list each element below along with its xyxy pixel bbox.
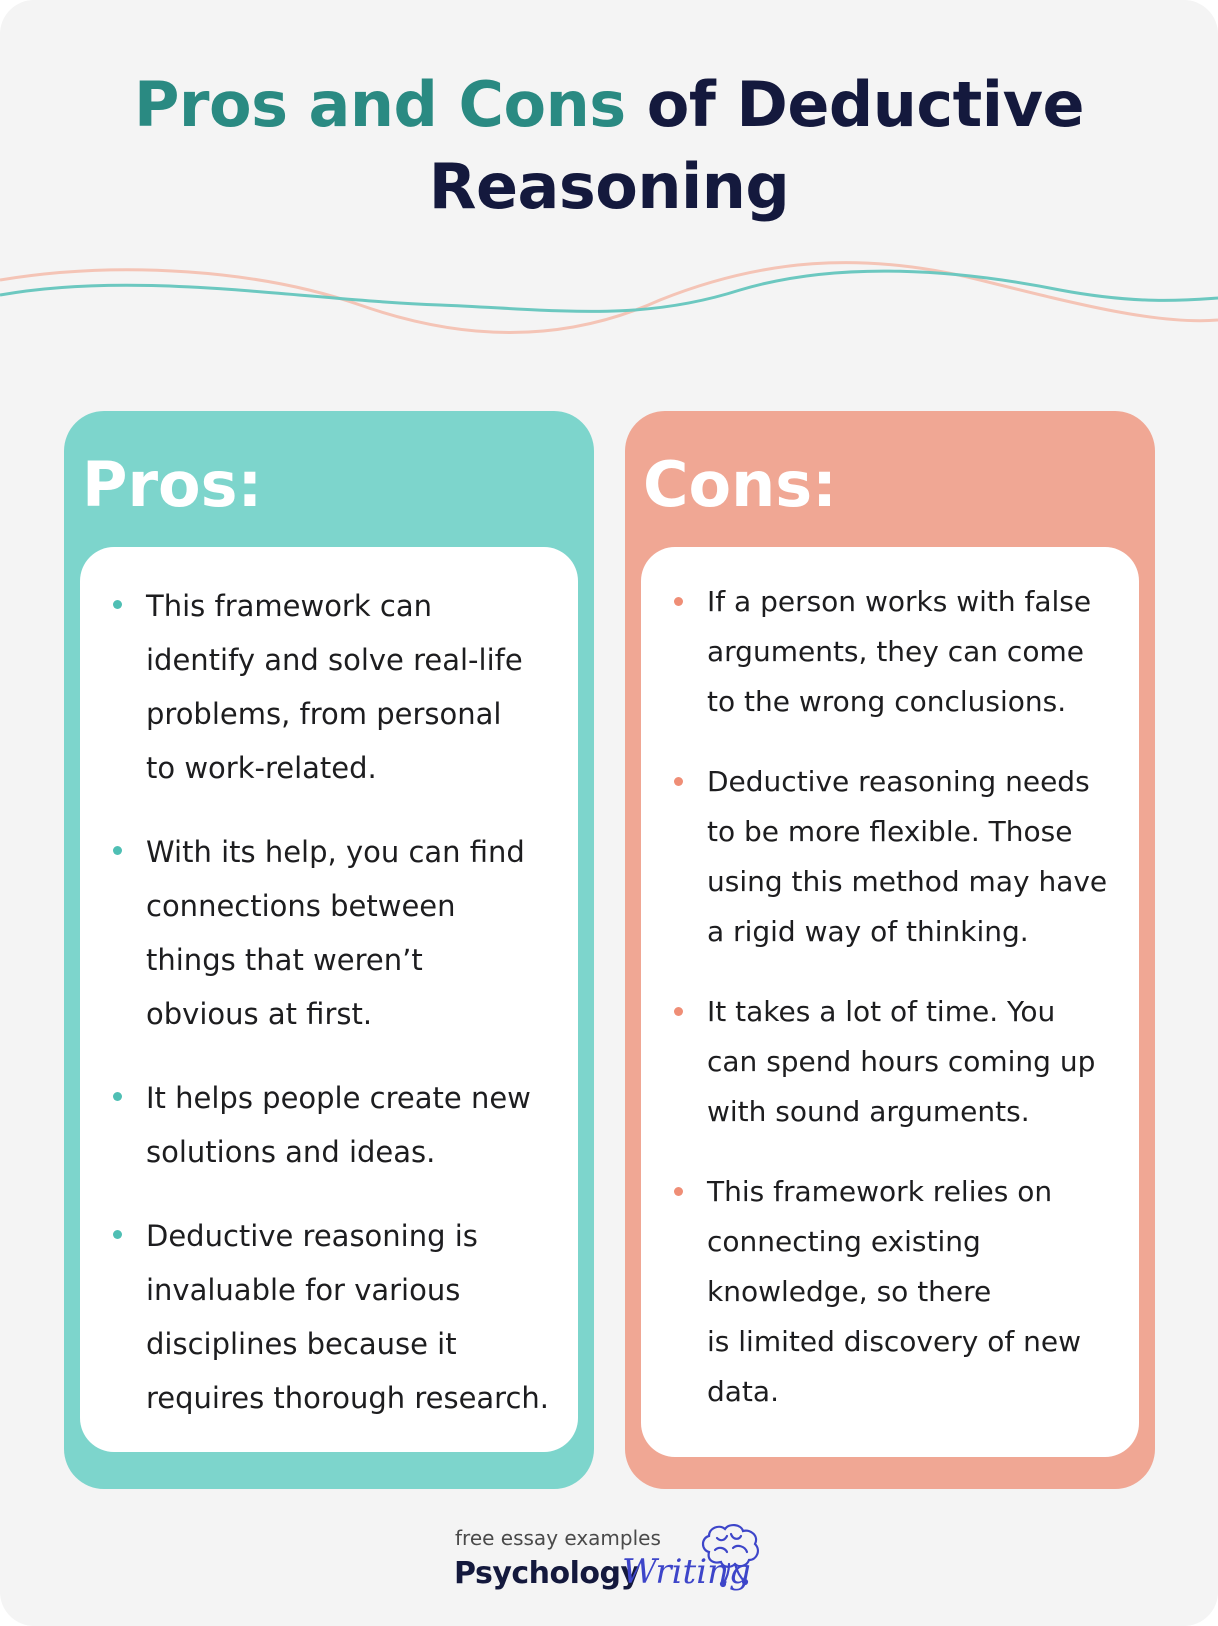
brand-logo[interactable] [452, 1522, 772, 1602]
brand-tagline: free essay examples [455, 1526, 661, 1550]
pros-item-line: obvious at first. [146, 997, 373, 1031]
pros-item-line: This framework can [146, 589, 432, 623]
pros-list [80, 579, 578, 1455]
cons-item [641, 987, 1139, 1137]
cons-item-line: with sound arguments. [707, 1095, 1030, 1128]
pros-item [80, 825, 578, 1041]
decorative-waves [0, 250, 1218, 370]
cons-item [641, 757, 1139, 957]
cons-item-line: is limited discovery of new [707, 1325, 1081, 1358]
pros-item-line: requires thorough research. [146, 1381, 550, 1415]
bullet-icon [113, 600, 122, 609]
bullet-icon [113, 846, 122, 855]
cons-list-card [641, 547, 1139, 1457]
title-accent: Pros and Cons [133, 68, 626, 141]
cons-item-line: using this method may have [707, 865, 1108, 898]
cons-list [641, 577, 1139, 1447]
wave-teal [0, 271, 1218, 311]
pros-item-line: identify and solve real-life [146, 643, 523, 677]
bullet-icon [113, 1230, 122, 1239]
pros-item-line: solutions and ideas. [146, 1135, 436, 1169]
pros-item-line: connections between [146, 889, 456, 923]
pros-item-line: It helps people create new [146, 1081, 531, 1115]
wave-salmon [0, 263, 1218, 333]
bullet-icon [674, 1007, 683, 1016]
pros-panel [64, 411, 594, 1489]
cons-item-line: can spend hours coming up [707, 1045, 1096, 1078]
cons-heading: Cons: [643, 448, 837, 521]
cons-item [641, 577, 1139, 727]
bullet-icon [113, 1092, 122, 1101]
page-title [0, 64, 1218, 228]
pros-item [80, 1071, 578, 1179]
cons-item-line: Deductive reasoning needs [707, 765, 1090, 798]
pros-item-line: problems, from personal [146, 697, 502, 731]
cons-item-line: This framework relies on [707, 1175, 1053, 1208]
bullet-icon [674, 777, 683, 786]
pros-item-line: Deductive reasoning is [146, 1219, 478, 1253]
title-line-2: Reasoning [428, 150, 790, 223]
cons-item-line: to be more flexible. Those [707, 815, 1073, 848]
brand-name: Psychology [454, 1556, 640, 1591]
pros-item-line: invaluable for various [146, 1273, 461, 1307]
bullet-icon [674, 1187, 683, 1196]
pros-item [80, 1209, 578, 1425]
pros-item-line: things that weren’t [146, 943, 423, 977]
bullet-icon [674, 597, 683, 606]
title-rest: of Deductive [646, 68, 1085, 141]
cons-panel [625, 411, 1155, 1489]
brain-icon [697, 1522, 761, 1588]
pros-item [80, 579, 578, 795]
cons-item-line: If a person works with false [707, 585, 1092, 618]
cons-item-line: knowledge, so there [707, 1275, 992, 1308]
pros-item-line: With its help, you can find [146, 835, 525, 869]
cons-item-line: data. [707, 1375, 779, 1408]
cons-item-line: to the wrong conclusions. [707, 685, 1067, 718]
pros-item-line: to work-related. [146, 751, 377, 785]
pros-list-card [80, 547, 578, 1452]
cons-item-line: connecting existing [707, 1225, 981, 1258]
pros-item-line: disciplines because it [146, 1327, 457, 1361]
cons-item [641, 1167, 1139, 1417]
cons-item-line: It takes a lot of time. You [707, 995, 1056, 1028]
cons-item-line: a rigid way of thinking. [707, 915, 1029, 948]
brand-script: Writing [622, 1552, 751, 1592]
cons-item-line: arguments, they can come [707, 635, 1084, 668]
pros-heading: Pros: [82, 448, 263, 521]
